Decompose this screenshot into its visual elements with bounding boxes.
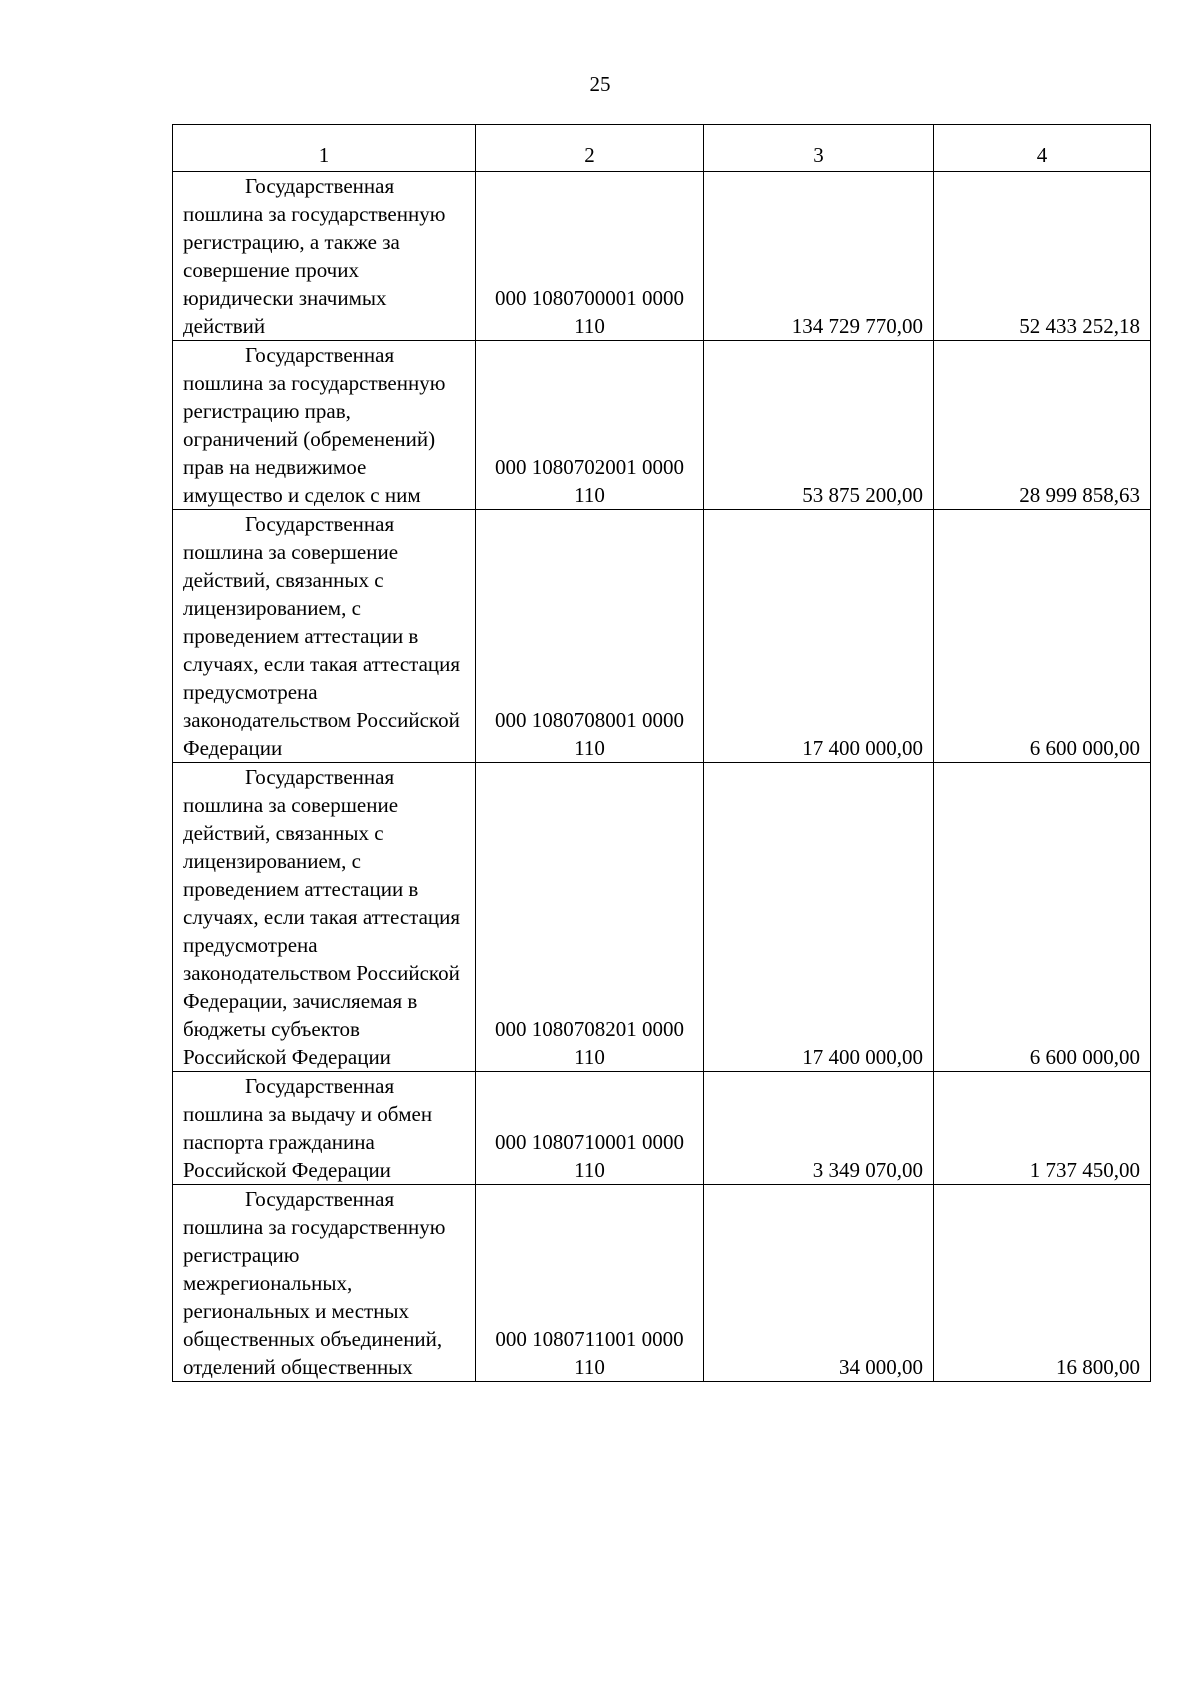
amount-column-3: 34 000,00 xyxy=(704,1185,934,1382)
amount-column-4: 6 600 000,00 xyxy=(934,510,1151,763)
revenue-name-cell xyxy=(173,763,476,1072)
classification-code: 000 1080700001 0000 110 xyxy=(476,172,704,341)
amount-column-4: 6 600 000,00 xyxy=(934,763,1151,1072)
amount-column-3: 53 875 200,00 xyxy=(704,341,934,510)
column-header-4: 4 xyxy=(934,125,1151,172)
page-number: 25 xyxy=(589,72,611,96)
amount-column-4: 28 999 858,63 xyxy=(934,341,1151,510)
amount-column-4: 52 433 252,18 xyxy=(934,172,1151,341)
amount-column-3: 17 400 000,00 xyxy=(704,510,934,763)
revenue-name: Государственная пошлина за государственную регистрацию прав, ограничений (обременений) прав на недвижимое имущество и сделок с ним xyxy=(183,343,446,507)
revenue-name: Государственная пошлина за государственную регистрацию, а также за совершение прочих юридически значимых действий xyxy=(183,174,446,338)
table-body xyxy=(173,172,1151,1382)
revenue-table xyxy=(172,124,1151,1382)
amount-column-3: 3 349 070,00 xyxy=(704,1072,934,1185)
revenue-name: Государственная пошлина за государственную регистрацию межрегиональных, региональных и местных общественных объединений, отделений общественных xyxy=(183,1187,446,1379)
revenue-name: Государственная пошлина за совершение действий, связанных с лицензированием, с проведением аттестации в случаях, если такая аттестация предусмотрена законодательством Российской Федерации, зачисляемая в бюджеты субъектов Российской Федерации xyxy=(183,765,461,1069)
classification-code: 000 1080710001 0000 110 xyxy=(476,1072,704,1185)
amount-column-4: 1 737 450,00 xyxy=(934,1072,1151,1185)
table-header xyxy=(173,125,1151,172)
classification-code: 000 1080702001 0000 110 xyxy=(476,341,704,510)
amount-column-3: 17 400 000,00 xyxy=(704,763,934,1072)
revenue-name-cell xyxy=(173,341,476,510)
table-row xyxy=(173,510,1151,763)
column-header-3: 3 xyxy=(704,125,934,172)
amount-column-4: 16 800,00 xyxy=(934,1185,1151,1382)
table-row xyxy=(173,341,1151,510)
classification-code: 000 1080708201 0000 110 xyxy=(476,763,704,1072)
revenue-name-cell xyxy=(173,1185,476,1382)
classification-code: 000 1080708001 0000 110 xyxy=(476,510,704,763)
header-row xyxy=(173,125,1151,172)
column-header-1: 1 xyxy=(173,125,476,172)
revenue-name: Государственная пошлина за совершение действий, связанных с лицензированием, с проведением аттестации в случаях, если такая аттестация предусмотрена законодательством Российской Федерации xyxy=(183,512,461,760)
amount-column-3: 134 729 770,00 xyxy=(704,172,934,341)
table-row xyxy=(173,172,1151,341)
table-row xyxy=(173,1185,1151,1382)
classification-code: 000 1080711001 0000 110 xyxy=(476,1185,704,1382)
table-row xyxy=(173,1072,1151,1185)
revenue-name-cell xyxy=(173,1072,476,1185)
column-header-2: 2 xyxy=(476,125,704,172)
revenue-name-cell xyxy=(173,172,476,341)
revenue-name: Государственная пошлина за выдачу и обмен паспорта гражданина Российской Федерации xyxy=(183,1074,433,1182)
revenue-name-cell xyxy=(173,510,476,763)
table-row xyxy=(173,763,1151,1072)
